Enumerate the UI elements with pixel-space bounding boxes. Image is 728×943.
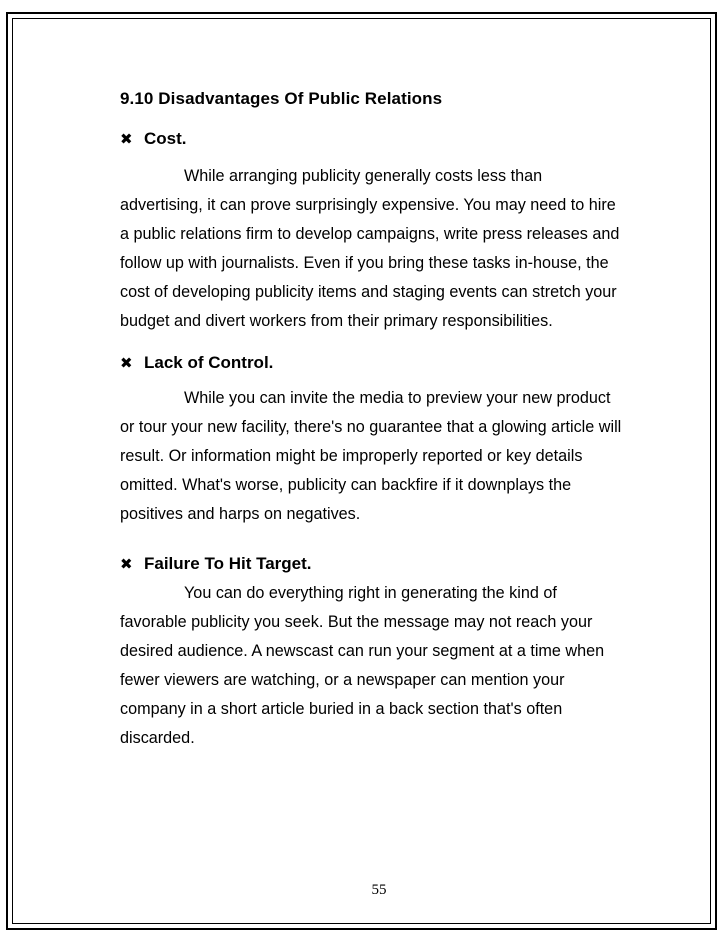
paragraph	[120, 162, 650, 336]
paragraph-line: cost of developing publicity items and staging events can stretch your	[120, 283, 617, 301]
subsection-heading	[120, 551, 650, 577]
page-number: 55	[371, 882, 387, 898]
paragraph	[120, 384, 650, 529]
subsection-lack-of-control	[120, 350, 650, 529]
paragraph-line: omitted. What's worse, publicity can backfire if it downplays the	[120, 476, 572, 494]
cross-bullet-icon: ✖	[120, 354, 133, 372]
subsection-heading	[120, 126, 650, 152]
paragraph-line: You can do everything right in generating the kind of	[184, 584, 557, 602]
subsection-heading	[120, 350, 650, 376]
paragraph-line: result. Or information might be improperly reported or key details	[120, 447, 583, 465]
paragraph-line: discarded.	[120, 729, 195, 747]
paragraph-line: budget and divert workers from their primary responsibilities.	[120, 312, 553, 330]
paragraph-line: While arranging publicity generally costs less than	[184, 167, 543, 185]
document-body	[120, 86, 650, 753]
paragraph-line: desired audience. A newscast can run your segment at a time when	[120, 642, 605, 660]
paragraph-line: favorable publicity you seek. But the message may not reach your	[120, 613, 593, 631]
cross-bullet-icon: ✖	[120, 555, 133, 573]
cross-bullet-icon: ✖	[120, 130, 133, 148]
subsection-cost	[120, 126, 650, 336]
paragraph-line: or tour your new facility, there's no guarantee that a glowing article will	[120, 418, 622, 436]
paragraph	[120, 579, 650, 753]
paragraph-line: a public relations firm to develop campaigns, write press releases and	[120, 225, 620, 243]
paragraph-line: positives and harps on negatives.	[120, 505, 361, 523]
subsection-heading-label: Cost.	[144, 129, 187, 148]
paragraph-line: company in a short article buried in a back section that's often	[120, 700, 563, 718]
subsection-heading-label: Lack of Control.	[144, 353, 274, 372]
paragraph-line: follow up with journalists. Even if you bring these tasks in-house, the	[120, 254, 609, 272]
paragraph-line: While you can invite the media to preview your new product	[184, 389, 611, 407]
paragraph-line: fewer viewers are watching, or a newspaper can mention your	[120, 671, 565, 689]
section-title: 9.10 Disadvantages Of Public Relations	[120, 89, 443, 108]
subsection-heading-label: Failure To Hit Target.	[144, 554, 312, 573]
paragraph-line: advertising, it can prove surprisingly expensive. You may need to hire	[120, 196, 616, 214]
subsection-failure-to-hit-target	[120, 551, 650, 753]
